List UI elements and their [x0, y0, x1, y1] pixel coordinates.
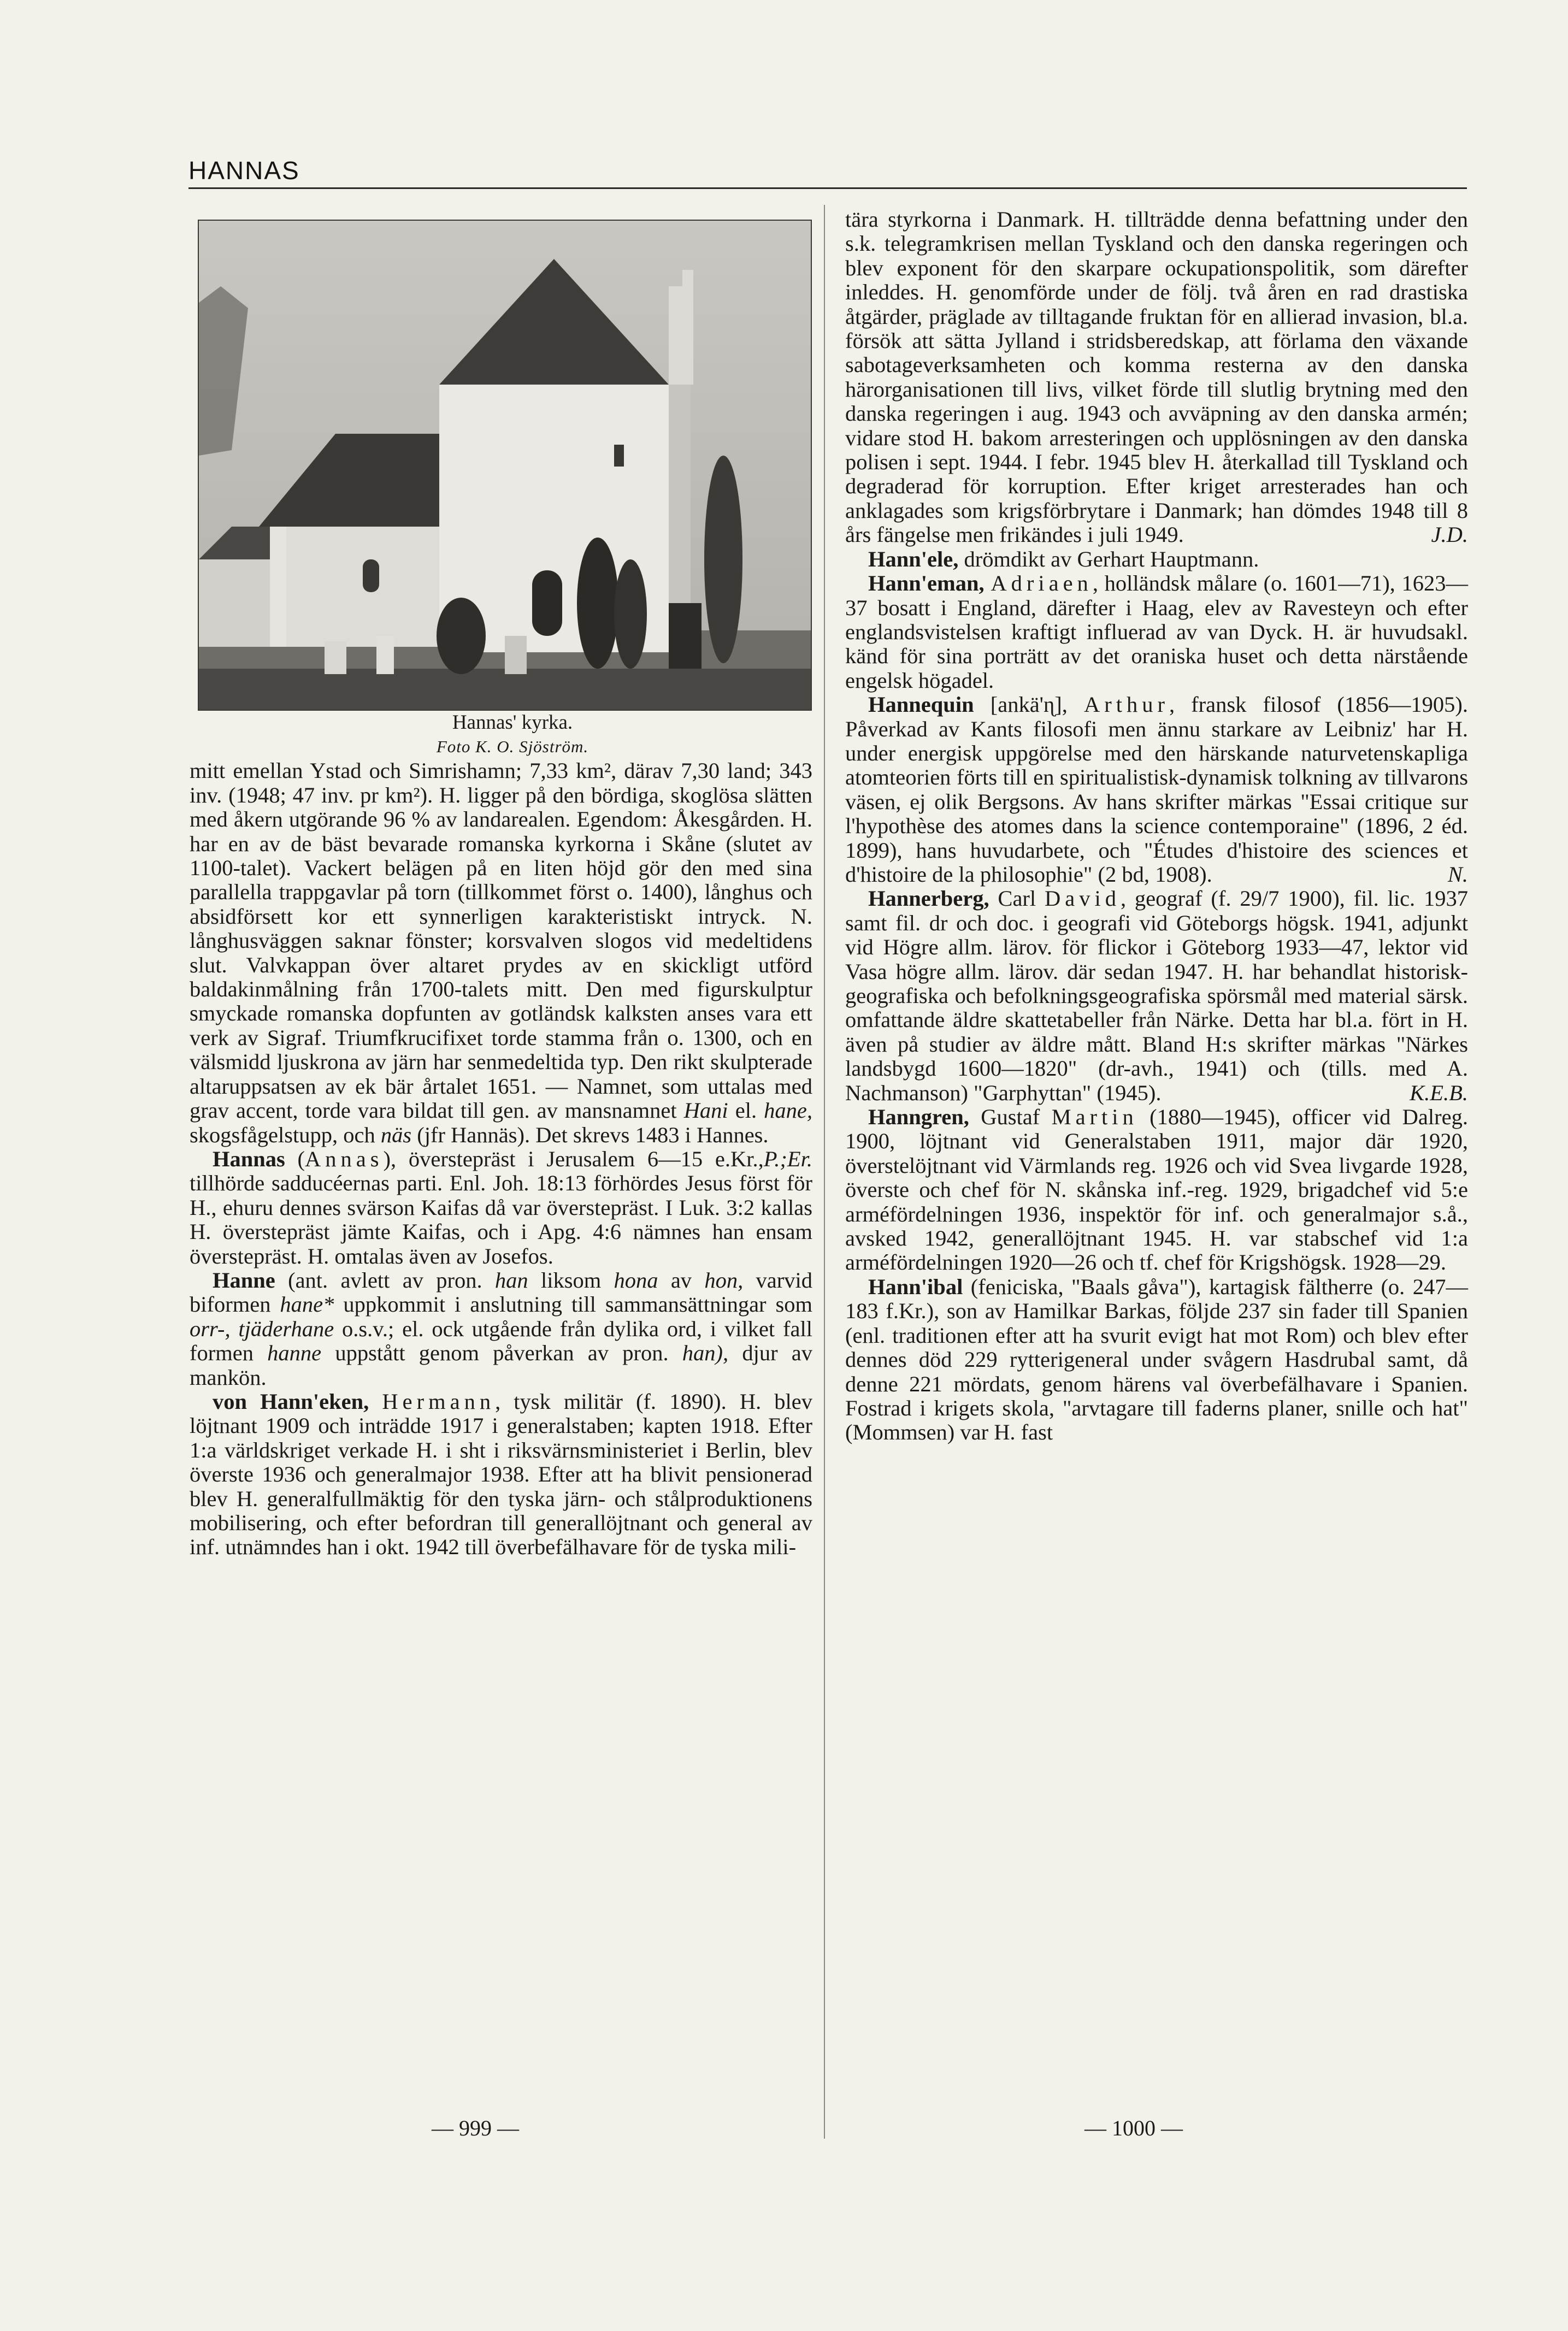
photo-caption: Hannas' kyrka. — [452, 711, 573, 734]
entry-hanneken-continued: tära styrkorna i Danmark. H. tillträdde denna befattning under den s.k. telegramkrisen mellan Tyskland och den danska regeringen och blev exponent för den skarpare ockupationspolitik, som därefter inleddes. H. genomförde under de följ. två åren en rad drastiska åtgärder, präglade av tilltagande fruktan för en allierad invasion, bl.a. försök att sätta Jylland i stridsberedskap, att förlama den växande sabotageverksamheten och komma resterna av den danska härorganisationen till livs, vilket förde till slutlig brytning med den danska regeringen i aug. 1943 och avväpning av den danska armén; vidare stod H. bakom arresteringen och upplösningen av den danska polisen i sept. 1944. I febr. 1945 blev H. återkallad till Tyskland och degraderad för korruption. Efter kriget arresterades han och anklagades som krigsförbrytare i Danmark; han dömdes 1948 till 8 års fängelse men frikändes i juli 1949. J.D. — [845, 207, 1468, 547]
entry-hanne: Hanne (ant. avlett av pron. han liksom hona av hon, varvid biformen hane* uppkommit i anslutning till sammansättningar som orr-, tjäderhane o.s.v.; el. ock utgående från dylika ord, i vilket fall formen hanne uppstått genom påverkan av pron. han), djur av mankön. — [190, 1267, 813, 1390]
entry-hannequin: Hannequin [ankä'ɳ], Arthur, fransk filosof (1856—1905). Påverkad av Kants filosofi men ännu starkare av Leibniz' har H. under energisk uppgörelse med den härskande naturvetenskapliga atomteorien förts till en spiritualistisk-dynamisk tolkning av tillvarons väsen, ej olik Bergsons. Av hans skrifter märkas "Essai critique sur l'hypothèse des atomes dans la science contemporaine" (1896, 2 éd. 1899), hans huvudarbete, och "Études d'histoire des sciences et d'histoire de la philosophie" (2 bd, 1908). N. — [845, 692, 1468, 887]
entry-hanneken: von Hann'eken, Hermann, tysk militär (f. 1890). H. blev löjtnant 1909 och inträdde 1917 i generalstaben; kapten 1918. Efter 1:a världskriget verkade H. i sht i riksvärnsministeriet i Berlin, blev överste 1936 och generalmajor 1938. Efter att ha blivit pensionerad blev H. generalfullmäktig för den tyska järn- och stålproduktionens mobilisering, och efter befordran till generallöjtnant och general av inf. utnämndes han i okt. 1942 till överbefälhavare för de tyska mili- — [190, 1389, 813, 1560]
entry-hannas-place: mitt emellan Ystad och Simrishamn; 7,33 km², därav 7,30 land; 343 inv. (1948; 47 inv. pr km²). H. ligger på den bördiga, skoglösa slätten med åkern utgörande 96 % av landarealen. Egendom: Åkesgården. H. har en av de bäst bevarade romanska kyrkorna i Skåne (slutet av 1100-talet). Vackert belägen på en liten höjd gör den med sina parallella trappgavlar på torn (tillkommet först o. 1400), långhus och absidförsett kor ett synnerligen karakteristiskt intryck. N. långhusväggen saknar fönster; korsvalven slogos vid medeltidens slut. Valvkappan över altaret prydes av en skickligt utförd baldakinmålning från 1700-talets mitt. Den med figurskulptur smyckade romanska dopfunten av gotländsk kalksten anses vara ett verk av Sigraf. Triumfkrucifixet torde stamma från o. 1300, och en välsmidd ljuskrona av järn har senmedeltida typ. Den rikt skulpterade altaruppsatsen av ek bär årtalet 1651. — Namnet, som uttalas med grav accent, torde vara bildat till gen. av mansnamnet Hani el. hane, skogsfågelstupp, och näs (jfr Hannäs). Det skrevs 1483 i Hannes. P.;Er. — [190, 758, 812, 1171]
church-photo — [198, 220, 812, 711]
entry-hanneman: Hann'eman, Adriaen, holländsk målare (o. 1601—71), 1623—37 bosatt i England, därefter i Haag, elev av Ravesteyn och efter englandsvistelsen kraftigt influerad av van Dyck. H. är huvudsakl. känd för sina porträtt av det oraniska huset och detta närstående engelsk högadel. — [845, 571, 1468, 693]
page-number-left: — 999 — — [432, 2116, 519, 2140]
right-column — [845, 208, 1468, 1445]
entry-hannibal: Hann'ibal (feniciska, "Baals gåva"), kartagisk fältherre (o. 247—183 f.Kr.), son av Hamilkar Barkas, följde 237 sin fader till Spanien (enl. traditionen efter att ha svurit evigt hat mot Rom) och blev efter dennes död 229 rytterigeneral under svågern Hasdrubal samt, då denne 221 mördats, genom härens val överbefälhavare i Spanien. Fostrad i krigets skola, "arvtagare till faderns planer, snille och hat" (Mommsen) var H. fast — [845, 1274, 1468, 1445]
signature: K.E.B. — [1410, 1080, 1468, 1105]
entry-hannele: Hann'ele, drömdikt av Gerhart Hauptmann. — [868, 546, 1259, 571]
left-column — [190, 208, 812, 1560]
entry-hannas-priest: Hannas (Annas), överstepräst i Jerusalem 6—15 e.Kr., tillhörde sadducéernas parti. Enl. Joh. 18:13 förhördes Jesus först för H., ehuru dennes svärson Kaifas då var överstepräst. I Luk. 3:2 kallas H. överstepräst jämte Kaifas, och i Apg. 4:6 nämnes han ensam överstepräst. H. omtalas även av Josefos. — [190, 1146, 812, 1268]
page-number-right: — 1000 — — [1084, 2116, 1183, 2140]
column-divider — [824, 205, 825, 2139]
running-head: HANNAS — [188, 156, 300, 185]
photo-credit: Foto K. O. Sjöström. — [436, 737, 589, 756]
signature: N. — [1447, 861, 1468, 887]
signature: P.;Er. — [763, 1146, 812, 1171]
header-rule — [188, 187, 1467, 189]
signature: J.D. — [1431, 522, 1468, 547]
entry-hanngren: Hanngren, Gustaf Martin (1880—1945), officer vid Dalreg. 1900, löjtnant vid Generalstaben 1911, major där 1920, överstelöjtnant vid Värmlands reg. 1926 och vid Svea livgarde 1928, överste och chef för N. skånska inf.-reg. 1929, brigadchef vid 5:e arméfördelningen 1936, inspektör för inf. och generalmajor s.å., avsked 1942, generallöjtnant 1945. H. var stabschef vid 1:a arméfördelningen 1920—26 och tf. chef för Krigshögsk. 1928—29. — [845, 1105, 1468, 1275]
entry-hannerberg: Hannerberg, Carl David, geograf (f. 29/7 1900), fil. lic. 1937 samt fil. dr och doc. i geografi vid Göteborgs högsk. 1941, adjunkt vid Högre allm. lärov. för flickor i Göteborg 1933—47, lektor vid Vasa högre allm. lärov. där sedan 1947. H. har behandlat historisk-geografiska och befolkningsgeografiska spörsmål med material särsk. omfattande äldre skattetabeller från Närke. Detta har bl.a. fört in H. även på studier av äldre mått. Bland H:s skrifter märkas "Närkes landsbygd 1600—1820" (dr-avh., 1941) och (tills. med A. Nachmanson) "Garphyttan" (1945). K.E.B. — [845, 886, 1469, 1105]
